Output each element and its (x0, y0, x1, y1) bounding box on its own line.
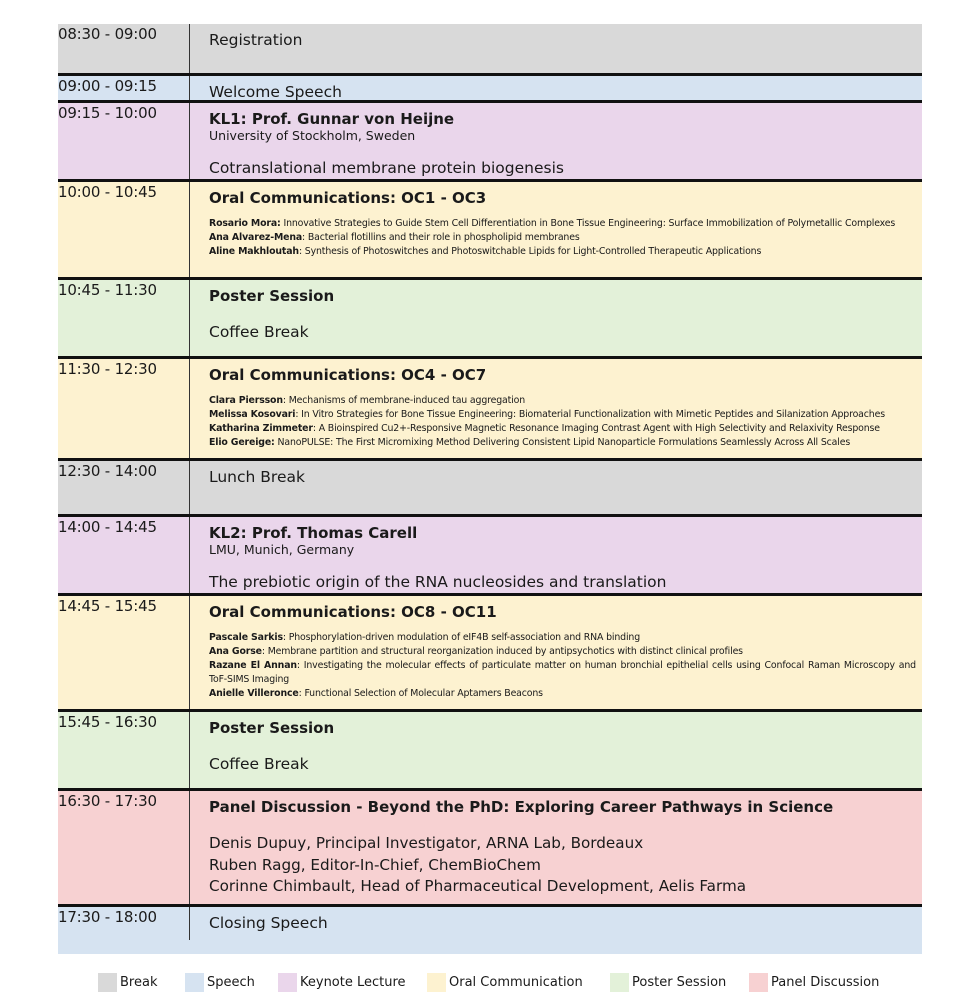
legend-swatch (185, 973, 204, 992)
schedule-row (58, 907, 922, 954)
talk-title: : Phosphorylation-driven modulation of eIF4B self-association and RNA binding (282, 632, 641, 643)
schedule-row (58, 280, 922, 359)
session-title: Poster Session (209, 287, 335, 305)
legend-swatch (610, 973, 629, 992)
time-slot: 16:30 - 17:30 (58, 791, 190, 904)
time-slot: 15:45 - 16:30 (58, 712, 190, 788)
talk-title: : Synthesis of Photoswitches and Photoswitchable Lipids for Light-Controlled Therapeutic Applications (298, 246, 762, 257)
legend-label: Panel Discussion (771, 975, 880, 990)
session-content (209, 359, 916, 450)
session-subtitle: Coffee Break (209, 323, 309, 341)
legend-swatch (749, 973, 768, 992)
session-title: Closing Speech (209, 914, 328, 932)
session-title: KL1: Prof. Gunnar von Heijne (209, 110, 455, 128)
schedule-row (58, 461, 922, 517)
panelist: Corinne Chimbault, Head of Pharmaceutical Development, Aelis Farma (209, 877, 747, 895)
legend-item (185, 973, 255, 992)
session-content (209, 103, 916, 177)
talk-title: : In Vitro Strategies for Bone Tissue Engineering: Biomaterial Functionalization with Mimetic Peptides and Silanization Approaches (295, 409, 885, 420)
time-slot: 14:00 - 14:45 (58, 517, 190, 593)
time-slot: 09:00 - 09:15 (58, 76, 190, 100)
time-slot: 08:30 - 09:00 (58, 24, 190, 73)
panelist: Denis Dupuy, Principal Investigator, ARNA Lab, Bordeaux (209, 834, 644, 852)
talk-speaker: Razane El Annan (209, 660, 297, 671)
talk-item (209, 394, 916, 408)
legend-item (749, 973, 879, 992)
speaker-affiliation: LMU, Munich, Germany (209, 542, 355, 557)
legend-label: Break (120, 975, 158, 990)
session-title: Poster Session (209, 719, 335, 737)
talk-item (209, 645, 916, 659)
session-title: KL2: Prof. Thomas Carell (209, 524, 418, 542)
legend-label: Oral Communication (449, 975, 583, 990)
schedule-row (58, 517, 922, 596)
talk-item (209, 687, 916, 701)
legend-label: Speech (207, 975, 255, 990)
panelist: Ruben Ragg, Editor-In-Chief, ChemBioChem (209, 855, 541, 874)
talk-item (209, 408, 916, 422)
talk-list (209, 217, 916, 259)
legend-swatch (98, 973, 117, 992)
session-content (209, 712, 916, 773)
talk-speaker: Elio Gereige: (209, 437, 275, 448)
session-title: Registration (209, 31, 303, 49)
session-content (209, 461, 916, 486)
schedule-row (58, 103, 922, 182)
talk-list (209, 631, 916, 701)
time-slot: 10:45 - 11:30 (58, 280, 190, 356)
talk-item (209, 245, 916, 259)
session-title: Panel Discussion - Beyond the PhD: Exploring Career Pathways in Science (209, 798, 834, 816)
talk-item (209, 231, 916, 245)
session-title: Welcome Speech (209, 83, 342, 101)
legend-item (427, 973, 583, 992)
schedule-row (58, 76, 922, 103)
talk-speaker: Anielle Villeronce (209, 688, 299, 699)
session-subtitle: Coffee Break (209, 755, 309, 773)
session-content (209, 907, 916, 932)
time-slot: 12:30 - 14:00 (58, 461, 190, 514)
talk-item (209, 217, 916, 231)
talk-speaker: Aline Makhloutah (209, 246, 299, 257)
legend-item (610, 973, 726, 992)
talk-title: Innovative Strategies to Guide Stem Cell Differentiation in Bone Tissue Engineering: Surface Immobilization of Polymetallic Complexes (280, 218, 896, 229)
legend (0, 973, 980, 995)
talk-speaker: Ana Alvarez-Mena (209, 232, 303, 243)
schedule-row (58, 791, 922, 907)
talk-title: : Investigating the molecular effects of particulate matter on human bronchial epithelial cells using Confocal Raman Microscopy and ToF-SIMS Imaging (209, 660, 916, 685)
session-content (209, 280, 916, 341)
talk-item (209, 631, 916, 645)
talk-speaker: Katharina Zimmeter (209, 423, 313, 434)
keynote-talk-title: Cotranslational membrane protein biogenesis (209, 159, 564, 177)
talk-speaker: Rosario Mora: (209, 218, 281, 229)
time-slot: 09:15 - 10:00 (58, 103, 190, 179)
session-title: Oral Communications: OC4 - OC7 (209, 366, 487, 384)
schedule-row (58, 712, 922, 791)
panelist-list (209, 833, 916, 898)
talk-title: : Bacterial flotillins and their role in phospholipid membranes (302, 232, 580, 243)
talk-item (209, 659, 916, 687)
time-slot: 17:30 - 18:00 (58, 907, 190, 940)
session-title: Oral Communications: OC8 - OC11 (209, 603, 497, 621)
schedule-row (58, 182, 922, 280)
time-slot: 10:00 - 10:45 (58, 182, 190, 277)
talk-item (209, 422, 916, 436)
schedule-row (58, 359, 922, 461)
talk-title: : Functional Selection of Molecular Aptamers Beacons (298, 688, 543, 699)
session-title: Oral Communications: OC1 - OC3 (209, 189, 487, 207)
talk-speaker: Melissa Kosovari (209, 409, 296, 420)
time-slot: 11:30 - 12:30 (58, 359, 190, 458)
talk-item (209, 436, 916, 450)
legend-item (98, 973, 157, 992)
schedule-row (58, 24, 922, 76)
legend-swatch (278, 973, 297, 992)
session-content (209, 791, 916, 898)
session-content (209, 517, 916, 591)
session-title: Lunch Break (209, 468, 305, 486)
session-content (209, 596, 916, 701)
legend-label: Keynote Lecture (300, 975, 406, 990)
talk-list (209, 394, 916, 450)
talk-speaker: Pascale Sarkis (209, 632, 283, 643)
legend-swatch (427, 973, 446, 992)
schedule-table (58, 24, 922, 954)
session-content (209, 182, 916, 259)
speaker-affiliation: University of Stockholm, Sweden (209, 128, 416, 143)
talk-title: : A Bioinspired Cu2+-Responsive Magnetic Resonance Imaging Contrast Agent with High Selectivity and Relaxivity Response (312, 423, 880, 434)
schedule-row (58, 596, 922, 712)
talk-title: NanoPULSE: The First Micromixing Method Delivering Consistent Lipid Nanoparticle Formulations Seamlessly Across All Scales (274, 437, 851, 448)
talk-title: : Membrane partition and structural reorganization induced by antipsychotics with distinct clinical profiles (261, 646, 743, 657)
talk-title: : Mechanisms of membrane-induced tau aggregation (282, 395, 525, 406)
legend-label: Poster Session (632, 975, 727, 990)
session-content (209, 76, 916, 101)
time-slot: 14:45 - 15:45 (58, 596, 190, 709)
talk-speaker: Ana Gorse (209, 646, 262, 657)
keynote-talk-title: The prebiotic origin of the RNA nucleosides and translation (209, 573, 667, 591)
legend-item (278, 973, 406, 992)
session-content (209, 24, 916, 49)
talk-speaker: Clara Piersson (209, 395, 283, 406)
